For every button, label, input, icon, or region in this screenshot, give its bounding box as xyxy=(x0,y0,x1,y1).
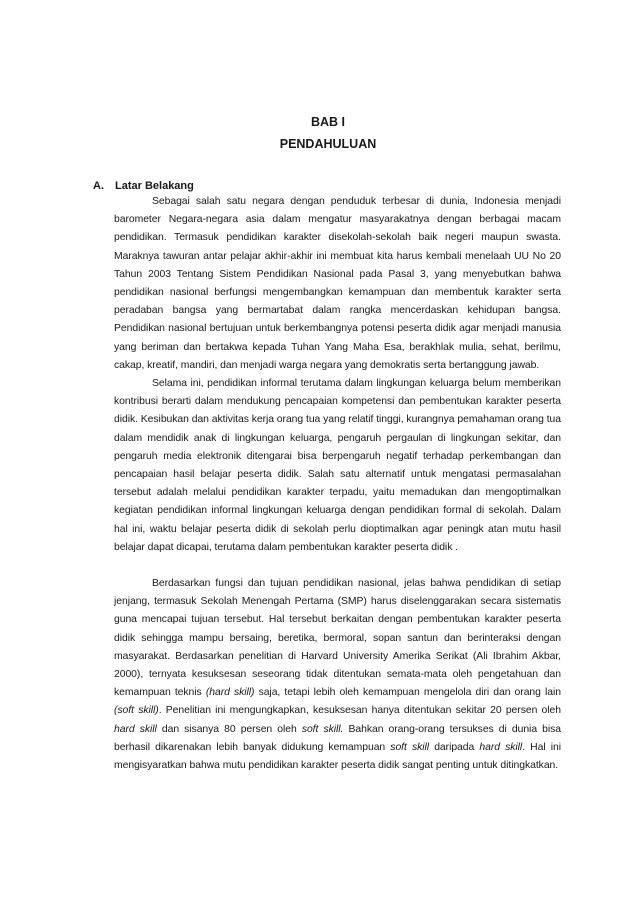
body-text-block-1 xyxy=(114,193,561,557)
section-heading xyxy=(93,179,194,193)
section-title: Latar Belakang xyxy=(115,180,194,192)
paragraph-3-text-6: daripada xyxy=(434,741,475,753)
chapter-number: BAB I xyxy=(310,115,346,129)
term-hard-skill-3: hard skill xyxy=(479,741,523,753)
paragraph-3-text-5: Bahkan orang-orang tersukses di dunia bisa berhasil dikarenakan lebih banyak didukung kemampuan xyxy=(114,723,562,753)
paragraph-3 xyxy=(114,575,561,775)
paragraph-2: Selama ini, pendidikan informal terutama dalam lingkungan keluarga belum memberikan kontribusi berarti dalam mendukung pencapaian kompetensi dan pembentukan karakter peserta didik. Kesibukan dan aktivitas kerja orang tua yang relatif tinggi, kurangnya pemahaman orang tua dalam mendidik anak di lingkungan keluarga, pengaruh pergaulan di lingkungan sekitar, dan pengaruh media elektronik ditengarai bisa berpengaruh negatif terhadap perkembangan dan pencapaian hasil belajar peserta didik. Salah satu alternatif untuk mengatasi permasalahan tersebut adalah melalui pendidikan karakter terpadu, yaitu memadukan dan mengoptimalkan kegiatan pendidikan informal lingkungan keluarga dengan pendidikan formal di sekolah. Dalam hal ini, waktu belajar peserta didik di sekolah perlu dioptimalkan agar peningk atan mutu hasil belajar dapat dicapai, terutama dalam pembentukan karakter peserta didik . xyxy=(114,378,561,553)
paragraph-3-text-4: dan sisanya 80 persen oleh xyxy=(161,723,297,735)
paragraph-3-text-1: Berdasarkan fungsi dan tujuan pendidikan nasional, jelas bahwa pendidikan di setiap jenjang, termasuk Sekolah Menengah Pertama (SMP) harus diselenggarakan secara sistematis guna mencapai tujuan tersebut. Hal tersebut berkaitan dengan pembentukan karakter peserta didik sehingga mampu bersaing, beretika, bermoral, sopan santun dan berinteraksi dengan masyarakat. Berdasarkan penelitian di Harvard University Amerika Serikat (Ali Ibrahim Akbar, 2000), ternyata kesuksesan seseorang tidak ditentukan semata-mata oleh pengetahuan dan kemampuan teknis xyxy=(114,578,561,699)
paragraph-1: Sebagai salah satu negara dengan penduduk terbesar di dunia, Indonesia menjadi barometer Negara-negara asia dalam mengatur masyarakatnya dengan berbagai macam pendidikan. Termasuk pendidikan karakter disekolah-sekolah baik negeri maupun swasta. Maraknya tawuran antar pelajar akhir-akhir ini membuat kita harus kembali menelaah UU No 20 Tahun 2003 Tentang Sistem Pendidikan Nasional pada Pasal 3, yang menyebutkan bahwa pendidikan nasional berfungsi mengembangkan kemampuan dan membentuk karakter serta peradaban bangsa yang bermartabat dalam rangka mencerdaskan kehidupan bangsa. Pendidikan nasional bertujuan untuk berkembangnya potensi peserta didik agar menjadi manusia yang beriman dan bertakwa kepada Tuhan Yang Maha Esa, berakhlak mulia, sehat, berilmu, cakap, kreatif, mandiri, dan menjadi warga negara yang demokratis serta bertanggung jawab. xyxy=(114,196,561,371)
paragraph-3-text-3: . Penelitian ini mengungkapkan, kesuksesan hanya ditentukan sekitar 20 persen oleh xyxy=(158,705,561,717)
term-soft-skill-3: soft skill xyxy=(390,741,430,753)
term-hard-skill-2: hard skill xyxy=(114,723,157,735)
paragraph-3-text-2: saja, tetapi lebih oleh kemampuan mengelola diri dan orang lain xyxy=(258,687,561,699)
paragraph-3-text-7: . Hal ini mengisyaratkan bahwa mutu pendidikan karakter peserta didik sangat penting untuk ditingkatkan. xyxy=(114,741,562,772)
chapter-title: PENDAHULUAN xyxy=(279,137,377,151)
term-hard-skill-1: (hard skill) xyxy=(205,687,255,699)
term-soft-skill-2: soft skill. xyxy=(301,723,344,735)
section-letter: A. xyxy=(93,180,104,192)
term-soft-skill-1: (soft skill) xyxy=(114,705,159,717)
body-text-block-2 xyxy=(114,575,561,775)
